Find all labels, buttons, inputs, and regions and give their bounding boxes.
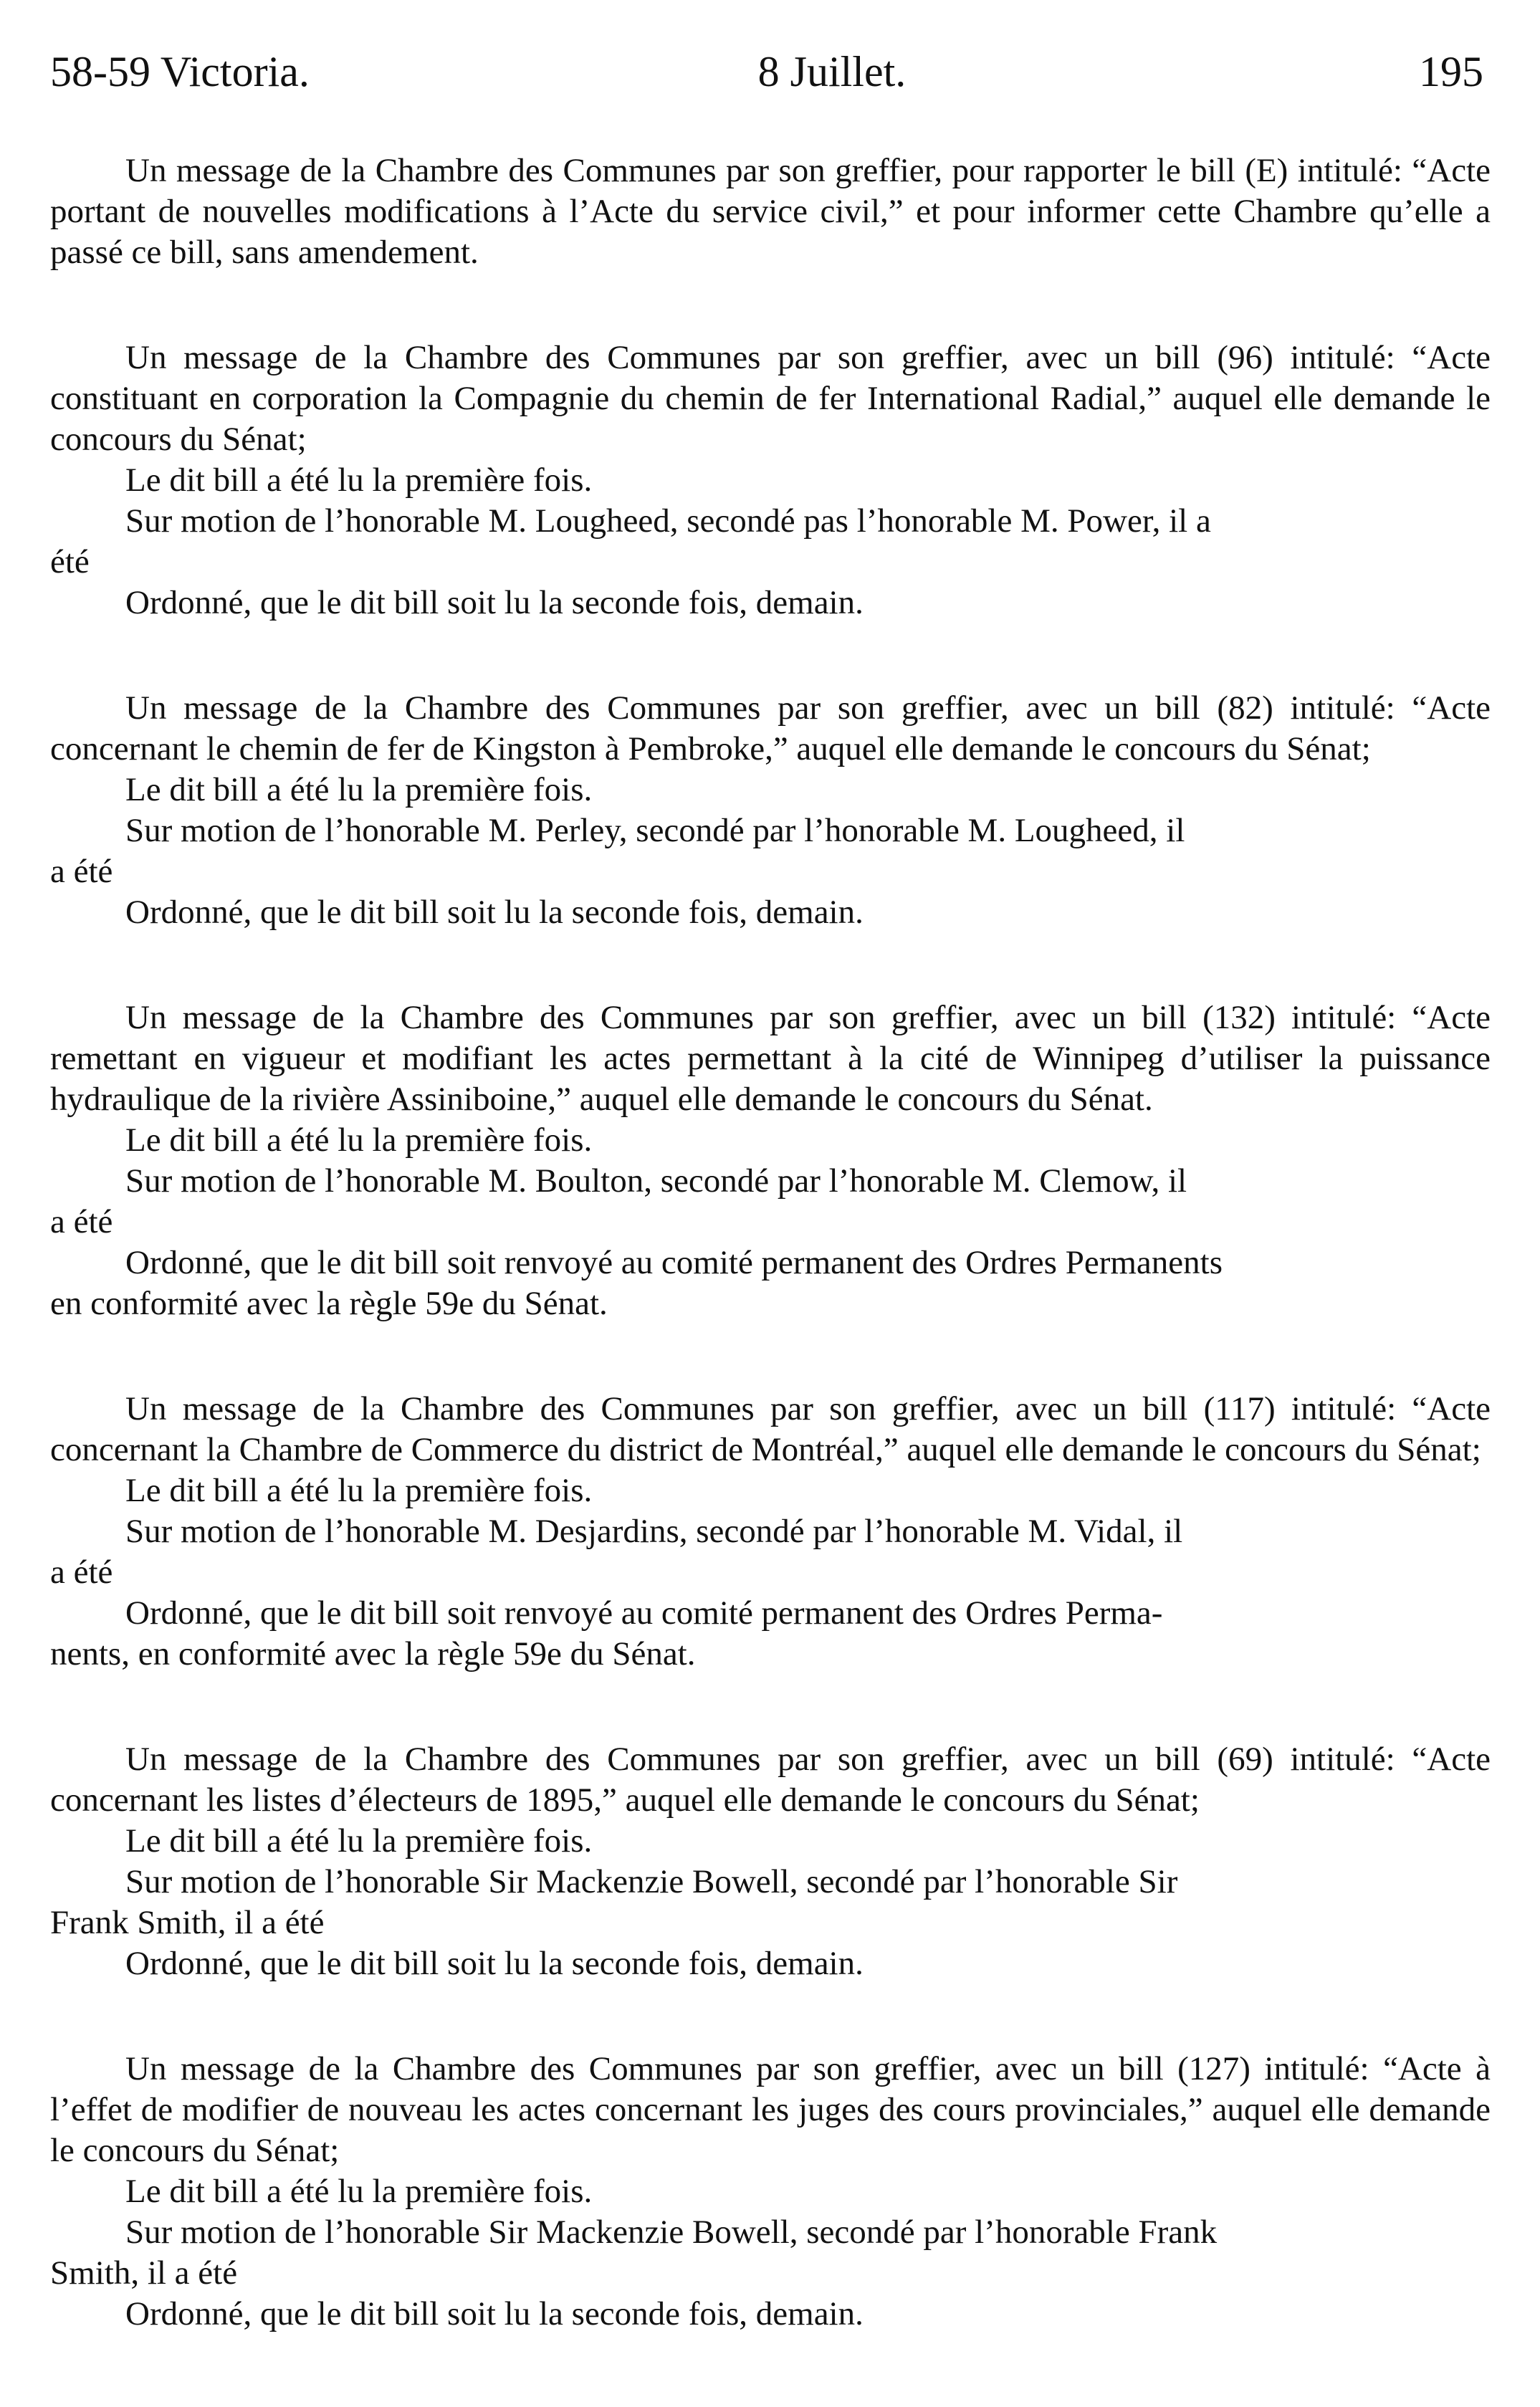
- message-paragraph: Un message de la Chambre des Communes par son greffier, avec un bill (117) intitulé: “Acte concernant la Chambre de Commerce du district de Montréal,” auquel elle demande le concours du Sénat;: [50, 1390, 1491, 1468]
- page-number: 195: [1418, 48, 1483, 95]
- motion-continuation: a été: [50, 1203, 113, 1240]
- motion-line: Sur motion de l’honorable Sir Mackenzie Bowell, secondé par l’honorable Sir: [125, 1863, 1178, 1900]
- message-paragraph: Un message de la Chambre des Communes par son greffier, avec un bill (132) intitulé: “Acte remettant en vigueur et modifiant les actes permettant à la cité de Winnipeg d’utiliser la puissance hydraulique de la rivière Assiniboine,” auquel elle demande le concours du Sénat.: [50, 999, 1491, 1118]
- motion-line: Sur motion de l’honorable M. Lougheed, secondé pas l’honorable M. Power, il a: [125, 502, 1211, 540]
- page-header: [50, 43, 1491, 107]
- motion-line: Sur motion de l’honorable M. Desjardins, secondé par l’honorable M. Vidal, il: [125, 1513, 1183, 1550]
- motion-continuation: Frank Smith, il a été: [50, 1904, 325, 1941]
- first-reading-line: Le dit bill a été lu la première fois.: [125, 461, 593, 499]
- message-entry: [50, 150, 1491, 273]
- message-entry: [50, 1389, 1491, 1675]
- motion-continuation: Smith, il a été: [50, 2254, 238, 2292]
- message-paragraph: Un message de la Chambre des Communes par son greffier, avec un bill (69) intitulé: “Acte concernant les listes d’électeurs de 1895,” auquel elle demande le concours du Sénat;: [50, 1741, 1491, 1819]
- order-line: Ordonné, que le dit bill soit renvoyé au comité permanent des Ordres Permanents: [125, 1244, 1223, 1281]
- message-paragraph: Un message de la Chambre des Communes par son greffier, avec un bill (82) intitulé: “Acte concernant le chemin de fer de Kingston à Pembroke,” auquel elle demande le concours du Sénat;: [50, 689, 1491, 767]
- motion-line: Sur motion de l’honorable Sir Mackenzie Bowell, secondé par l’honorable Frank: [125, 2214, 1218, 2251]
- order-continuation: nents, en conformité avec la règle 59e du Sénat.: [50, 1635, 696, 1673]
- order-line: Ordonné, que le dit bill soit lu la seconde fois, demain.: [125, 2295, 864, 2332]
- order-line: Ordonné, que le dit bill soit lu la seconde fois, demain.: [125, 894, 864, 931]
- message-entry: [50, 338, 1491, 623]
- motion-line: Sur motion de l’honorable M. Boulton, secondé par l’honorable M. Clemow, il: [125, 1162, 1187, 1200]
- message-paragraph: Un message de la Chambre des Communes par son greffier, avec un bill (96) intitulé: “Acte constituant en corporation la Compagnie du chemin de fer International Radial,” auquel elle demande le concours du Sénat;: [50, 339, 1491, 458]
- order-line: Ordonné, que le dit bill soit renvoyé au comité permanent des Ordres Perma-: [125, 1594, 1163, 1632]
- header-session: 58-59 Victoria.: [50, 48, 310, 95]
- order-line: Ordonné, que le dit bill soit lu la seconde fois, demain.: [125, 1945, 864, 1982]
- first-reading-line: Le dit bill a été lu la première fois.: [125, 1822, 593, 1860]
- order-continuation: en conformité avec la règle 59e du Sénat.: [50, 1285, 608, 1322]
- message-paragraph: Un message de la Chambre des Communes par son greffier, avec un bill (127) intitulé: “Acte à l’effet de modifier de nouveau les actes concernant les juges des cours provinciales,” auquel elle demande le concours du Sénat;: [50, 2050, 1491, 2169]
- first-reading-line: Le dit bill a été lu la première fois.: [125, 771, 593, 808]
- motion-continuation: a été: [50, 1554, 113, 1591]
- order-line: Ordonné, que le dit bill soit lu la seconde fois, demain.: [125, 584, 864, 621]
- motion-line: Sur motion de l’honorable M. Perley, secondé par l’honorable M. Lougheed, il: [125, 812, 1185, 849]
- header-date: 8 Juillet.: [757, 48, 907, 95]
- first-reading-line: Le dit bill a été lu la première fois.: [125, 1472, 593, 1509]
- message-entry: [50, 688, 1491, 933]
- message-paragraph: Un message de la Chambre des Communes par son greffier, pour rapporter le bill (E) intitulé: “Acte portant de nouvelles modifications à l’Acte du service civil,” et pour informer cette Chambre qu’elle a passé ce bill, sans amendement.: [50, 152, 1491, 271]
- message-entry: [50, 997, 1491, 1324]
- journal-page: [50, 43, 1491, 2365]
- message-entry: [50, 1739, 1491, 1984]
- motion-continuation: a été: [50, 853, 113, 890]
- first-reading-line: Le dit bill a été lu la première fois.: [125, 2173, 593, 2210]
- message-entry: [50, 2049, 1491, 2335]
- first-reading-line: Le dit bill a été lu la première fois.: [125, 1121, 593, 1159]
- motion-continuation: été: [50, 543, 90, 580]
